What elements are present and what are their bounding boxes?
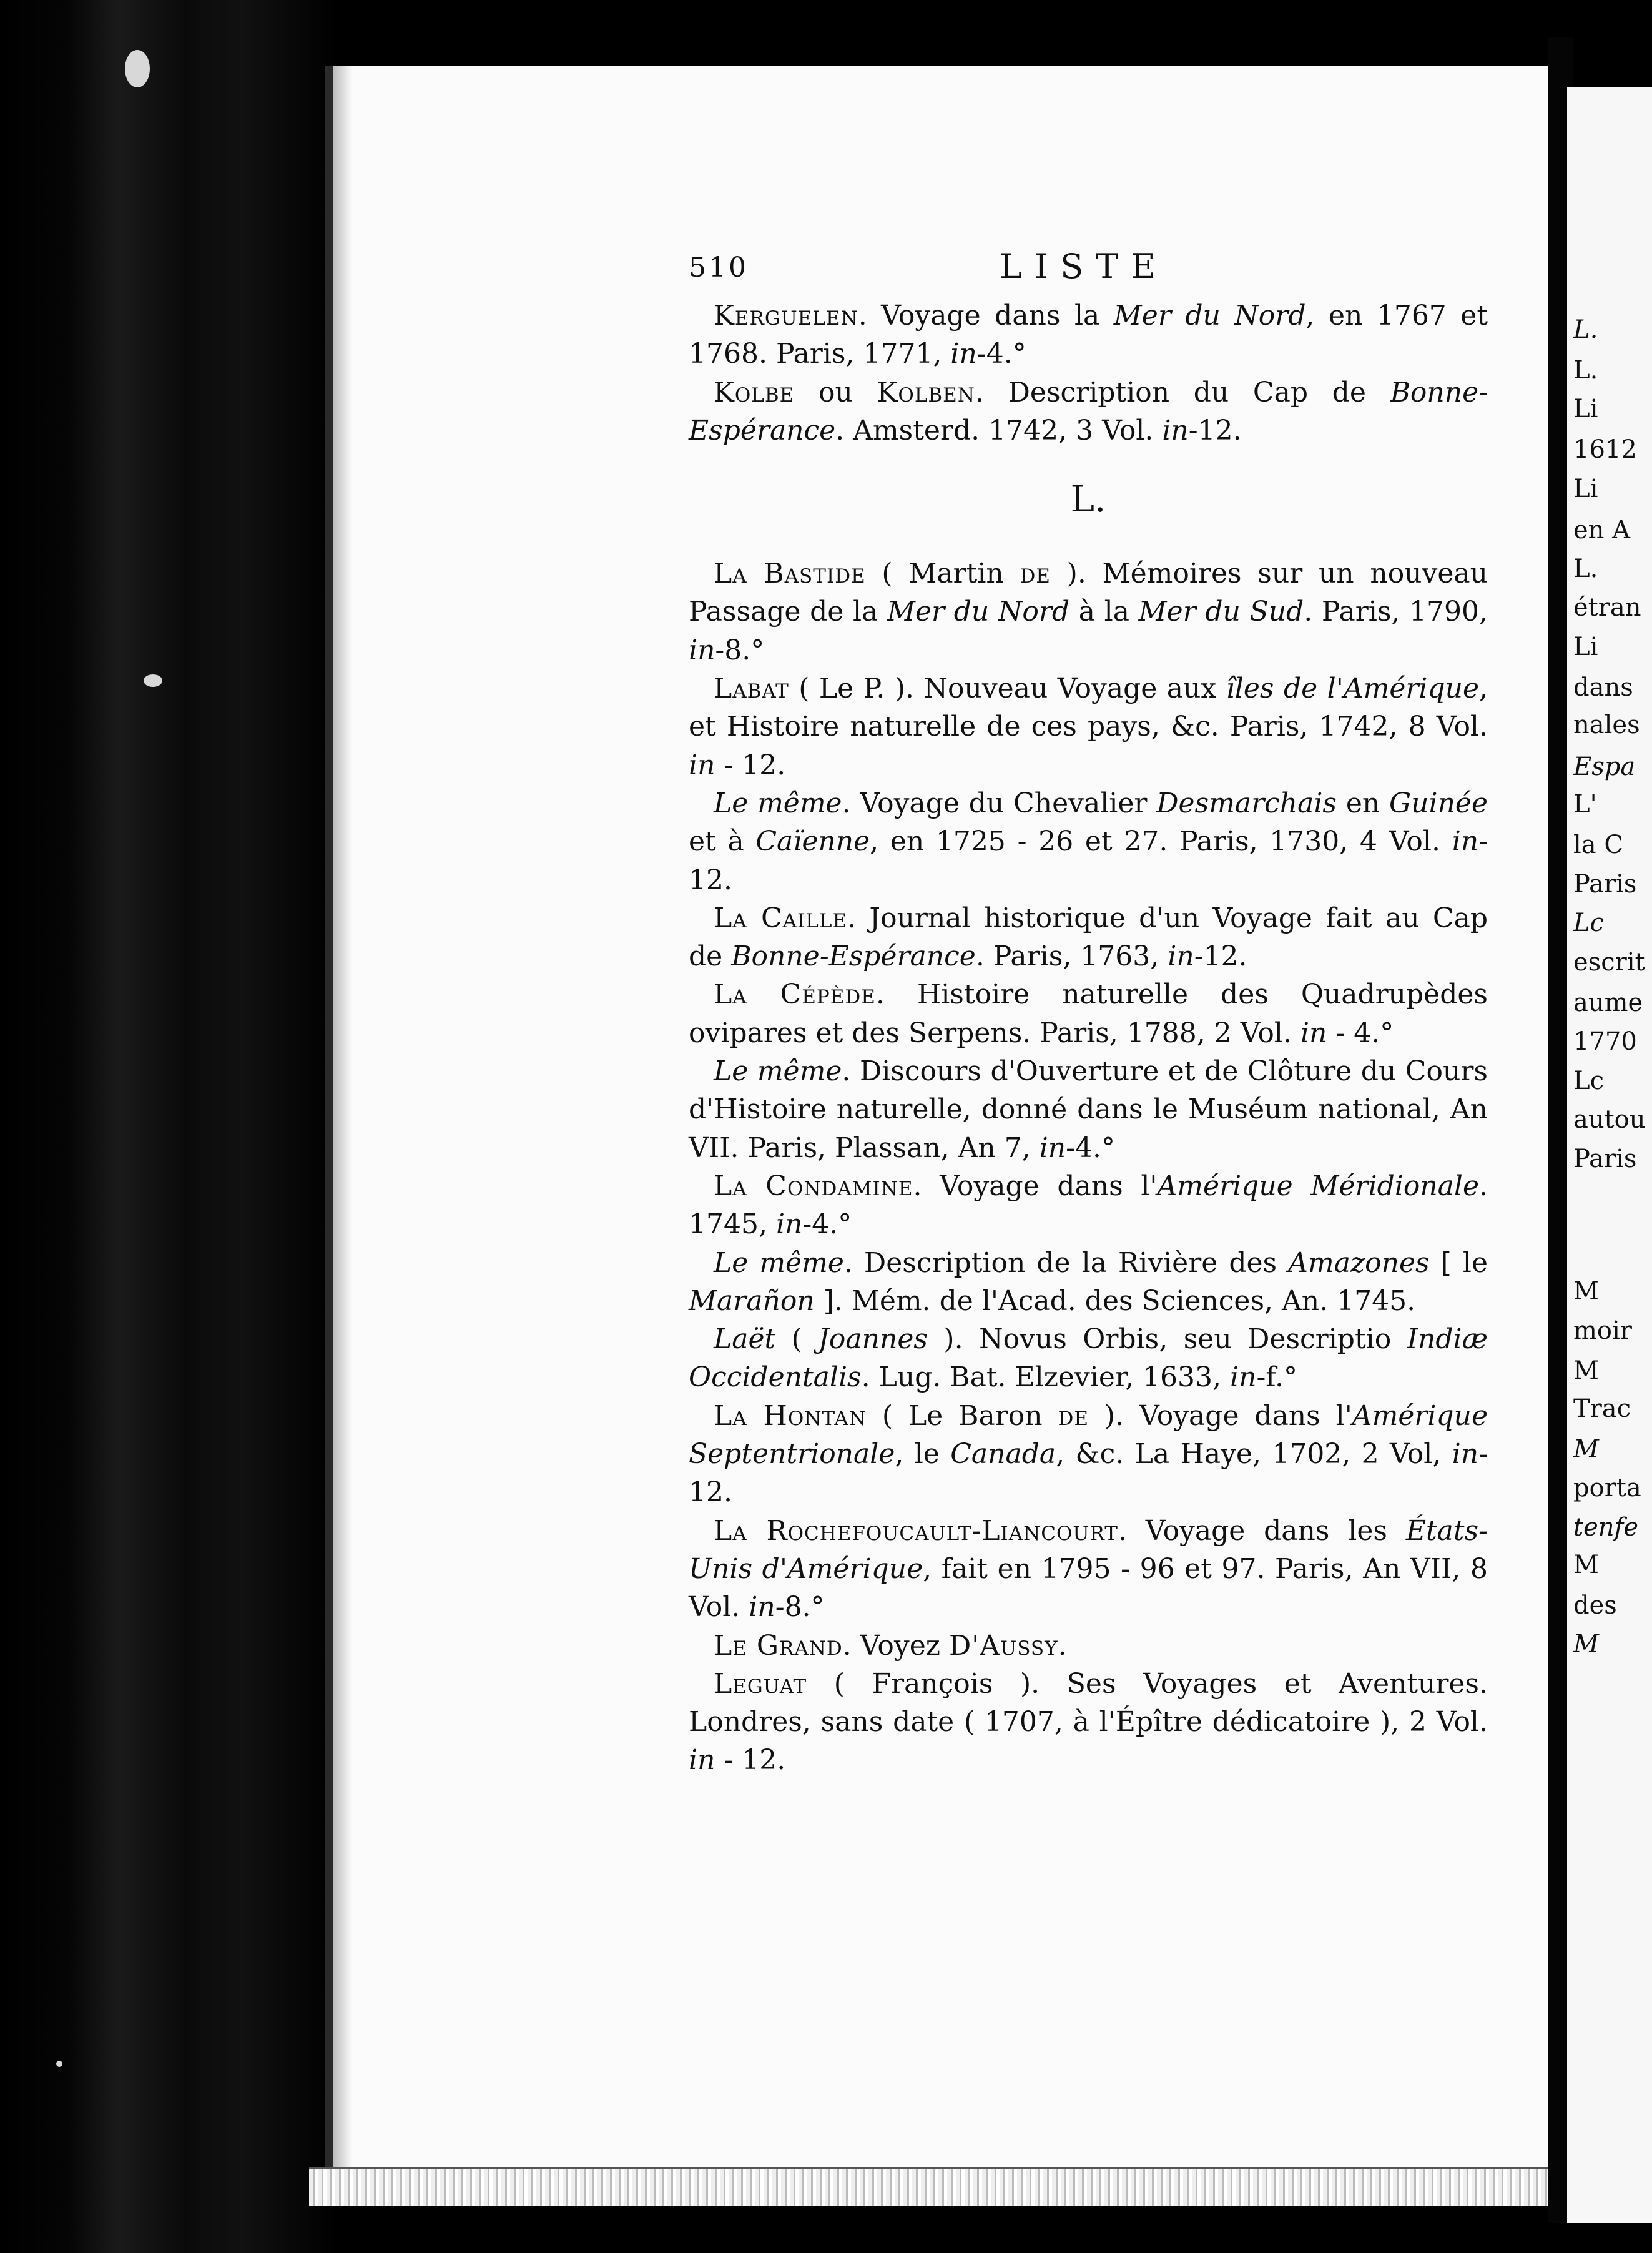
author-name: de (1058, 1399, 1089, 1432)
italic-text: Caïenne (755, 826, 870, 858)
entry-text: -8.° (715, 634, 765, 666)
entry-text: ). Voyage dans l' (1088, 1399, 1352, 1432)
entry-text: [ le (1429, 1246, 1488, 1279)
entry-text: -f.° (1256, 1361, 1298, 1394)
right-page-line: aume (1573, 988, 1643, 1017)
running-head: LISTE (1000, 247, 1168, 286)
bibliography-entries-k (689, 297, 1488, 450)
italic-text: in (1300, 1017, 1327, 1049)
entry-text: -12. (1188, 414, 1242, 446)
entry-text: et à (689, 826, 756, 858)
entry-text: -8.° (775, 1591, 825, 1624)
author-name: Labat (714, 673, 789, 705)
entry-text: , le (895, 1438, 951, 1471)
right-page-line: Li (1573, 475, 1598, 503)
page-number: 510 (689, 252, 749, 283)
right-page-line: L' (1573, 790, 1597, 819)
right-page-line: la C (1573, 831, 1623, 859)
entry-text: . (1058, 1629, 1067, 1662)
italic-text: Amérique Méridionale (1157, 1170, 1480, 1202)
entry-text: . Lug. Bat. Elzevier, 1633, (861, 1361, 1231, 1394)
bibliography-entry (689, 899, 1488, 976)
right-page-line: 1612 (1573, 435, 1637, 464)
page-header (689, 247, 1488, 297)
right-page-line: L. (1573, 356, 1598, 385)
bibliography-entry (689, 555, 1488, 669)
entry-text: . Voyage du Chevalier (842, 787, 1157, 819)
right-page-line: Paris (1573, 1145, 1637, 1173)
italic-text: in (1452, 1438, 1479, 1471)
italic-text: Amérique Septentrionale (689, 1399, 1488, 1471)
right-page-line: autou (1573, 1105, 1646, 1134)
entry-text: - 12. (715, 749, 786, 781)
right-page-line: tenfe (1573, 1513, 1638, 1542)
right-page-line: M (1573, 1630, 1599, 1659)
entry-text: , fait en 1795 - 96 et 97. Paris, An VII, 8 Vol. (689, 1552, 1488, 1624)
bibliography-entry (689, 373, 1488, 450)
entry-text: -4.° (976, 338, 1026, 370)
italic-text: in (1162, 414, 1189, 446)
italic-text: Le même (714, 1055, 842, 1088)
italic-text: in (775, 1208, 803, 1241)
entry-text: . Amsterd. 1742, 3 Vol. (835, 414, 1163, 446)
right-page-line: Li (1573, 395, 1598, 423)
author-name: Kolben (877, 376, 975, 408)
spine-mark (144, 674, 162, 687)
italic-text: in (1452, 826, 1479, 858)
entry-text: . 1745, (689, 1170, 1488, 1241)
book-spine (0, 0, 337, 2253)
entry-text: . Voyez (842, 1629, 949, 1662)
right-page-line: Paris (1573, 870, 1637, 899)
right-page-line: Li (1573, 633, 1598, 661)
bibliography-entry (689, 669, 1488, 784)
entry-text: . Histoire naturelle des Quadrupèdes ovipares et des Serpens. Paris, 1788, 2 Vol. (689, 979, 1488, 1049)
right-page-line: 1770 (1573, 1027, 1637, 1056)
bibliography-entry (689, 1665, 1488, 1780)
author-name: D'Aussy (948, 1629, 1058, 1662)
italic-text: Amazones (1288, 1246, 1430, 1279)
author-name: Kerguelen (714, 300, 858, 332)
italic-text: in (689, 1744, 715, 1777)
entry-text: . Voyage dans les (1118, 1514, 1406, 1547)
author-name: La Hontan (714, 1399, 867, 1432)
entry-text: ( Martin (865, 558, 1020, 590)
entry-text: ]. Mém. de l'Acad. des Sciences, An. 1745. (814, 1284, 1416, 1317)
italic-text: in (749, 1591, 775, 1624)
right-page-line: des (1573, 1591, 1617, 1620)
spine-mark (125, 50, 150, 87)
italic-text: Le même (714, 787, 842, 819)
entry-text: ( Le P. ). Nouveau Voyage aux (789, 673, 1226, 705)
right-page-line: M (1573, 1356, 1599, 1385)
author-name: Leguat (714, 1667, 807, 1700)
entry-text: -12. (689, 826, 1488, 896)
bibliography-entry (689, 975, 1488, 1052)
right-page-line: Espa (1573, 752, 1636, 781)
entry-text: -12. (1194, 940, 1247, 973)
bibliography-entry (689, 1244, 1488, 1321)
entry-text: à la (1069, 596, 1139, 628)
author-name: La Cépède (714, 979, 876, 1011)
entry-text: . Voyage dans la (858, 300, 1114, 332)
author-name: La Condamine (714, 1170, 913, 1202)
entry-text: ). Novus Orbis, seu Descriptio (927, 1323, 1407, 1356)
bibliography-entry (689, 1052, 1488, 1167)
entry-text: - 12. (715, 1744, 786, 1777)
bibliography-entries-l (689, 555, 1488, 1780)
right-page-line: M (1573, 1550, 1599, 1579)
right-page-line: porta (1573, 1474, 1641, 1502)
entry-text: , en 1725 - 26 et 27. Paris, 1730, 4 Vol. (870, 826, 1452, 858)
italic-text: Laët (714, 1323, 776, 1356)
entry-text: , en 1767 et 1768. Paris, 1771, (689, 300, 1488, 370)
entry-text: . Journal historique d'un Voyage fait au Cap de (689, 902, 1488, 973)
author-name: La Bastide (714, 558, 866, 590)
italic-text: Marañon (689, 1284, 815, 1317)
entry-text: -12. (689, 1438, 1488, 1509)
italic-text: Desmarchais (1156, 787, 1337, 819)
italic-text: Guinée (1389, 787, 1488, 819)
entry-text: , et Histoire naturelle de ces pays, &c. Paris, 1742, 8 Vol. (689, 673, 1488, 743)
entry-text: -4.° (1066, 1131, 1115, 1164)
bibliography-entry (689, 1320, 1488, 1397)
author-name: Kolbe (714, 376, 795, 408)
entry-text: , &c. La Haye, 1702, 2 Vol, (1056, 1438, 1452, 1471)
italic-text: Bonne-Espérance (689, 376, 1488, 446)
italic-text: in (1039, 1131, 1066, 1164)
bibliography-entry (689, 1397, 1488, 1512)
italic-text: in (950, 338, 977, 370)
author-name: de (1020, 558, 1051, 590)
italic-text: in (689, 749, 715, 781)
entry-text: ( (775, 1323, 819, 1356)
right-page-line: Trac (1573, 1394, 1631, 1423)
entry-text: . Voyage dans l' (913, 1170, 1158, 1202)
right-page-line: dans (1573, 673, 1633, 702)
bibliography-entry (689, 784, 1488, 899)
entry-text: . Description du Cap de (975, 376, 1390, 408)
entry-text: ( Le Baron (866, 1399, 1058, 1432)
italic-text: Mer du Nord (1113, 300, 1306, 332)
italic-text: Joannes (818, 1323, 928, 1356)
right-page-line: escrit (1573, 948, 1645, 977)
entry-text: ou (794, 376, 877, 408)
right-page-line: M (1573, 1435, 1599, 1464)
italic-text: Canada (950, 1438, 1056, 1471)
right-page-line: étran (1573, 593, 1641, 622)
right-page-line: Lc (1573, 1067, 1604, 1095)
italic-text: in (689, 634, 715, 666)
italic-text: îles de l'Amérique (1226, 673, 1480, 705)
right-page-line: L. (1573, 315, 1598, 344)
right-page-fragment (1567, 87, 1652, 2223)
right-page-line: en A (1573, 516, 1631, 545)
bibliography-entry (689, 297, 1488, 373)
right-page-line: nales (1573, 711, 1640, 739)
right-page-line: M (1573, 1277, 1599, 1306)
right-page-line: L. (1573, 555, 1598, 583)
italic-text: Le même (714, 1246, 844, 1279)
author-name: Le Grand (714, 1629, 843, 1662)
italic-text: in (1230, 1361, 1257, 1394)
italic-text: Bonne-Espérance (731, 940, 976, 973)
author-name: La Rochefoucault-Liancourt (714, 1514, 1118, 1547)
right-page-line: moir (1573, 1316, 1632, 1345)
bibliography-entry (689, 1627, 1488, 1665)
entry-text: - 4.° (1327, 1017, 1394, 1049)
page-fold-shadow (333, 66, 352, 2179)
right-page-line: Lc (1573, 909, 1604, 937)
spine-mark (56, 2061, 62, 2067)
entry-text: . Paris, 1790, (1304, 596, 1488, 628)
page-stack-edge (309, 2167, 1551, 2206)
italic-text: Mer du Nord (887, 596, 1070, 628)
entry-text: en (1337, 787, 1390, 819)
entry-text: . Description de la Rivière des (843, 1246, 1289, 1279)
italic-text: in (1168, 940, 1194, 973)
bibliography-entry (689, 1512, 1488, 1627)
italic-text: États-Unis d'Amérique (689, 1514, 1488, 1585)
entry-text: ( François ). Ses Voyages et Aventures. Londres, sans date ( 1707, à l'Épître dédicatoire ), 2 Vol. (689, 1667, 1488, 1738)
entry-text: ). Mémoires sur un nouveau Passage de la (689, 558, 1488, 628)
author-name: La Caille (714, 902, 848, 934)
entry-text: -4.° (802, 1208, 852, 1241)
section-letter: L. (1070, 478, 1106, 521)
bibliography-entry (689, 1167, 1488, 1244)
italic-text: Mer du Sud (1138, 596, 1304, 628)
italic-text: Indiæ Occidentalis (689, 1323, 1488, 1394)
page-text (689, 247, 1488, 1780)
entry-text: . Discours d'Ouverture et de Clôture du Cours d'Histoire naturelle, donné dans le Muséum national, An VII. Paris, Plassan, An 7, (689, 1055, 1488, 1164)
entry-text: . Paris, 1763, (975, 940, 1168, 973)
